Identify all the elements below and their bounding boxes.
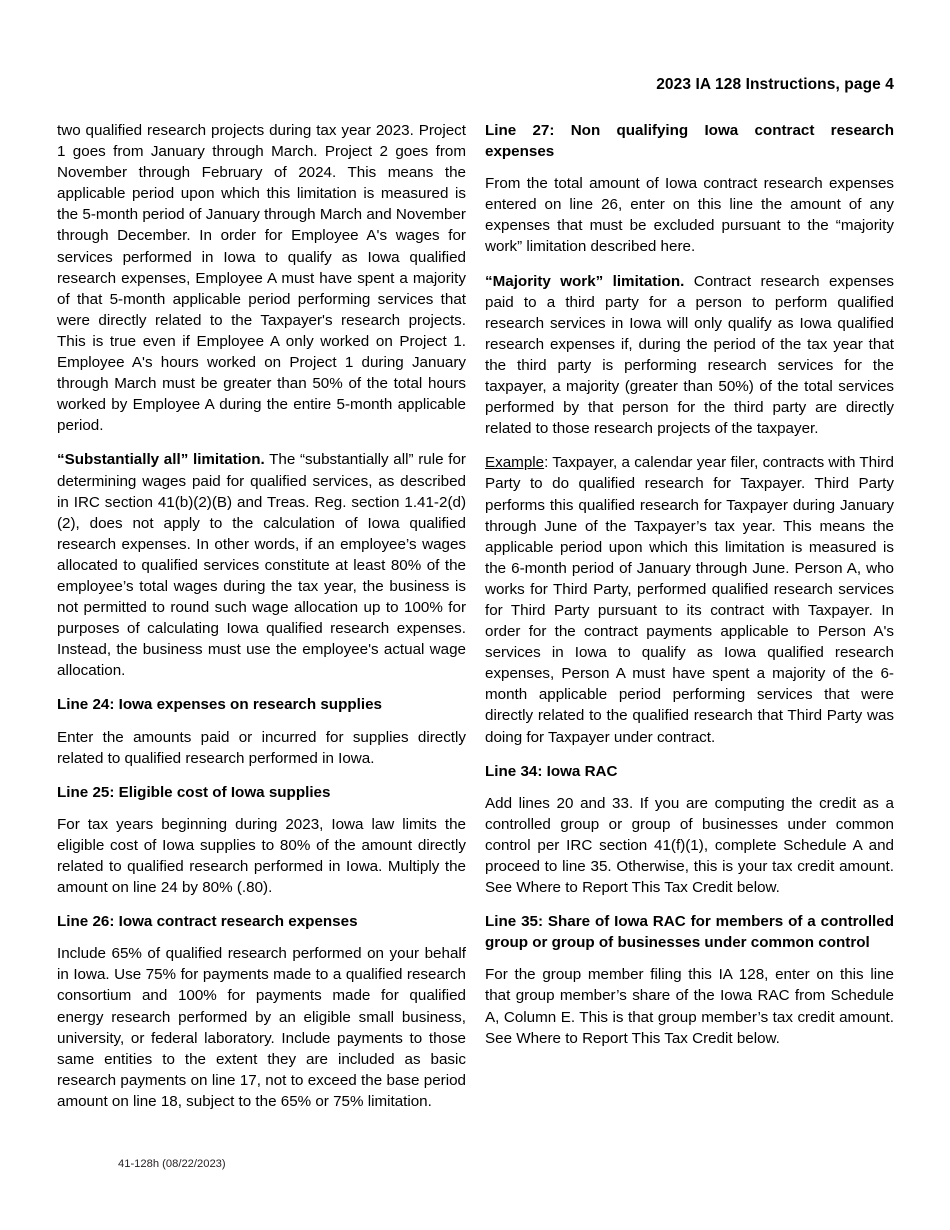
heading-line-25: Line 25: Eligible cost of Iowa supplies: [57, 783, 331, 801]
paragraph-continued-example: two qualified research projects during tax year 2023. Project 1 goes from January through March. Project 2 goes from November through February of 2024. This means the applicable period upon which this limitation is measured is the 5-month period of January through March and November through December. In order for Employee A's wages for services performed in Iowa to qualify as Iowa qualified research expenses, Employee A must have spent a majority of that 5-month applicable period performing services that were directly related to the Taxpayer's research projects. This is true even if Employee A only worked on Project 1. Employee A's hours worked on Project 1 during January through March must be greater than 50% of the total hours worked by Employee A during the entire 5-month applicable period.: [57, 122, 466, 435]
paragraph-substantially-all: [57, 449, 466, 681]
heading-line-27: Line 27: Non qualifying Iowa contract research expenses: [485, 122, 894, 161]
footer-form-number: 41-128h (08/22/2023): [118, 1158, 226, 1170]
paragraph-line-24: Enter the amounts paid or incurred for supplies directly related to qualified research performed in Iowa.: [57, 728, 466, 767]
left-column: [57, 120, 466, 1125]
substantially-all-text: The “substantially all” rule for determining wages paid for qualified services, as described in IRC section 41(b)(2)(B) and Treas. Reg. section 1.41-2(d)(2), does not apply to the calculation of Iowa qualified research expenses. In other words, if an employee’s wages allocated to qualified services constitute at least 80% of the employee’s total wages during the tax year, the business is not permitted to round such wage allocation up to 100% for purposes of calculating Iowa qualified research expenses. Instead, the business must use the employee's actual wage allocation.: [57, 451, 466, 680]
example-label: Example: [485, 454, 545, 472]
heading-line-26: Line 26: Iowa contract research expenses: [57, 913, 358, 931]
paragraph-example: [485, 452, 894, 747]
page-header: [57, 76, 894, 94]
example-text: : Taxpayer, a calendar year filer, contracts with Third Party to do qualified research for Taxpayer. Third Party performs this qualified research for Taxpayer during January through June of the Taxpayer’s tax year. This means the applicable period upon which this limitation is measured is the 6-month period of January through June. Person A, who works for Third Party, performed qualified research services for Third Party pursuant to its contract with Taxpayer. In order for the contract payments applicable to Person A's services in Iowa to qualify as Iowa qualified research expenses, Person A must have spent a majority of the 6-month applicable period performing services that were directly related to the qualified research that Third Party was doing for Taxpayer under contract.: [485, 454, 894, 746]
paragraph-line-25: For tax years beginning during 2023, Iowa law limits the eligible cost of Iowa supplies to 80% of the amount directly related to qualified research performed in Iowa. Multiply the amount on line 24 by 80% (.80).: [57, 815, 466, 897]
right-column: [485, 120, 894, 1062]
majority-work-text: Contract research expenses paid to a third party for a person to perform qualified research services in Iowa will only qualify as Iowa qualified research expenses if, during the period of the tax year that the third party is performing research services for the taxpayer, a majority (greater than 50%) of the total services performed by that person for the third party are directly related to those research projects of the taxpayer.: [485, 272, 894, 438]
paragraph-line-35: For the group member filing this IA 128, enter on this line that group member’s share of the Iowa RAC from Schedule A, Column E. This is that group member’s tax credit amount. See Where to Report This Tax Credit below.: [485, 966, 894, 1047]
heading-line-24: Line 24: Iowa expenses on research supplies: [57, 696, 382, 714]
two-column-body: [57, 120, 894, 1125]
paragraph-majority-work: [485, 271, 894, 440]
paragraph-line-26: Include 65% of qualified research performed on your behalf in Iowa. Use 75% for payments made to a qualified research consortium and 100% for payments made for qualified energy research performed by an eligible small business, university, or federal laboratory. Include payments to those same entities to the extent they are included as basic research payments on line 17, not to exceed the base period amount on line 18, subject to the 65% or 75% limitation.: [57, 945, 466, 1110]
substantially-all-lead-in: “Substantially all” limitation.: [57, 451, 265, 469]
heading-line-34: Line 34: Iowa RAC: [485, 762, 618, 780]
page-header-title: 2023 IA 128 Instructions, page 4: [656, 76, 894, 93]
paragraph-line-34: Add lines 20 and 33. If you are computing the credit as a controlled group or group of businesses under common control per IRC section 41(f)(1), complete Schedule A and proceed to line 35. Otherwise, this is your tax credit amount. See Where to Report This Tax Credit below.: [485, 794, 894, 897]
heading-line-35: Line 35: Share of Iowa RAC for members of a controlled group or group of businesses under common control: [485, 913, 894, 952]
majority-work-lead-in: “Majority work” limitation.: [485, 272, 685, 290]
paragraph-line-27: From the total amount of Iowa contract research expenses entered on line 26, enter on this line the amount of any expenses that must be excluded pursuant to the “majority work” limitation described here.: [485, 175, 894, 256]
